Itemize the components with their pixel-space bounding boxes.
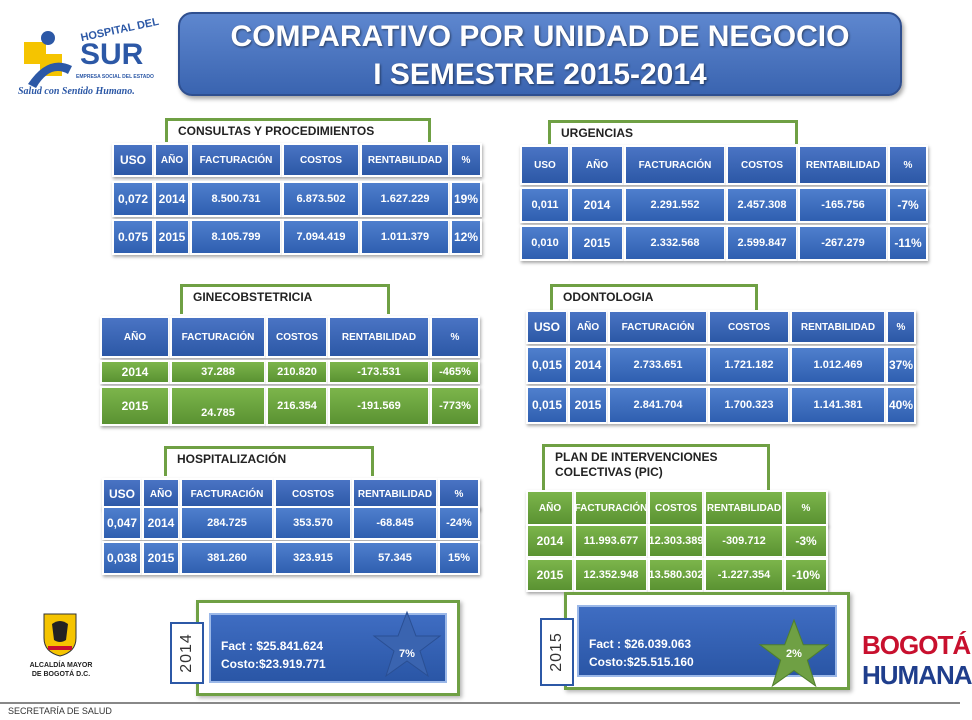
urgencias-r2-rentabilidad: -267.279 [798,225,888,261]
summary-2015-star [758,618,830,690]
urgencias-header-facturacion: FACTURACIÓN [624,145,726,185]
urgencias-r2-uso: 0,010 [520,225,570,261]
gineco-r2-ano: 2015 [100,386,170,426]
pic-r1-costos: 12.303.389 [648,524,704,558]
hospital-logo-line3: EMPRESA SOCIAL DEL ESTADO [76,74,154,80]
consultas-r2-ano: 2015 [154,219,190,255]
consultas-r2-pct: 12% [450,219,482,255]
consultas-r1-ano: 2014 [154,181,190,217]
pic-header-facturacion: FACTURACIÓN [574,490,648,526]
urgencias-header-rentabilidad: RENTABILIDAD [798,145,888,185]
consultas-title: CONSULTAS Y PROCEDIMIENTOS [178,124,375,138]
summary-2015-year: 2015 [548,632,565,672]
consultas-r1-facturacion: 8.500.731 [190,181,282,217]
urgencias-r2-facturacion: 2.332.568 [624,225,726,261]
gineco-header-ano: AÑO [100,316,170,358]
consultas-header-pct: % [450,143,482,177]
urgencias-r1-rentabilidad: -165.756 [798,187,888,223]
urgencias-r2-ano: 2015 [570,225,624,261]
urgencias-r1-uso: 0,011 [520,187,570,223]
urgencias-title: URGENCIAS [561,126,634,140]
pic-header-rentabilidad: RENTABILIDAD [704,490,784,526]
footer-divider [0,702,960,704]
pic-r2-pct: -10% [784,558,828,592]
star-icon [372,610,442,680]
bogota-logo-line2: HUMANA [862,660,972,690]
gineco-title: GINECOBSTETRICIA [193,290,313,304]
hospital-logo-line1: HOSPITAL DEL [79,15,161,45]
odonto-r1-facturacion: 2.733.651 [608,346,708,384]
summary-2014-year-tab [170,622,204,684]
odonto-r2-pct: 40% [886,386,916,424]
consultas-r1-pct: 19% [450,181,482,217]
bogota-logo-line1: BOGOTÁ [862,630,971,660]
hospital-header-rentabilidad: RENTABILIDAD [352,478,438,510]
consultas-r2-costos: 7.094.419 [282,219,360,255]
hospital-r2-uso: 0,038 [102,541,142,575]
section-label-hospital [164,446,374,476]
hospital-logo [18,14,161,104]
urgencias-r1-costos: 2.457.308 [726,187,798,223]
summary-2015-pct: 2% [786,648,802,660]
summary-2014-star [372,610,442,680]
hospital-logo-line2: SUR [80,38,144,71]
urgencias-r1-facturacion: 2.291.552 [624,187,726,223]
gineco-r2-rentabilidad: -191.569 [328,386,430,426]
hospital-r2-rentabilidad: 57.345 [352,541,438,575]
section-label-gineco [180,284,390,314]
hospital-header-facturacion: FACTURACIÓN [180,478,274,510]
gineco-header-rentabilidad: RENTABILIDAD [328,316,430,358]
urgencias-r1-ano: 2014 [570,187,624,223]
hospital-r1-pct: -24% [438,506,480,540]
gineco-r1-pct: -465% [430,360,480,384]
odonto-header-pct: % [886,310,916,344]
urgencias-r2-pct: -11% [888,225,928,261]
hospital-header-pct: % [438,478,480,510]
consultas-header-ano: AÑO [154,143,190,177]
odonto-header-rentabilidad: RENTABILIDAD [790,310,886,344]
hospital-r1-costos: 353.570 [274,506,352,540]
bogota-humana-logo [862,630,972,700]
pic-r2-facturacion: 12.352.948 [574,558,648,592]
page-title-line1: COMPARATIVO POR UNIDAD DE NEGOCIO [230,20,850,53]
urgencias-header-uso: USO [520,145,570,185]
hospital-logo-slogan: Salud con Sentido Humano. [18,86,135,97]
odonto-r2-uso: 0,015 [526,386,568,424]
consultas-r2-rentabilidad: 1.011.379 [360,219,450,255]
hospital-header-costos: COSTOS [274,478,352,510]
alcaldia-line1: ALCALDÍA MAYOR [29,662,93,669]
consultas-header-rentabilidad: RENTABILIDAD [360,143,450,177]
odonto-header-uso: USO [526,310,568,344]
pic-r1-ano: 2014 [526,524,574,558]
urgencias-header-pct: % [888,145,928,185]
urgencias-header-costos: COSTOS [726,145,798,185]
page-title-line2: I SEMESTRE 2015-2014 [373,58,707,91]
coat-of-arms-icon [40,612,80,658]
hospital-r2-ano: 2015 [142,541,180,575]
pic-r1-rentabilidad: -309.712 [704,524,784,558]
pic-r2-rentabilidad: -1.227.354 [704,558,784,592]
alcaldia-logo [16,612,106,684]
odonto-r2-rentabilidad: 1.141.381 [790,386,886,424]
pic-r2-ano: 2015 [526,558,574,592]
odonto-r2-costos: 1.700.323 [708,386,790,424]
pic-header-costos: COSTOS [648,490,704,526]
consultas-r1-costos: 6.873.502 [282,181,360,217]
gineco-r1-facturacion: 37.288 [170,360,266,384]
consultas-header-costos: COSTOS [282,143,360,177]
gineco-header-costos: COSTOS [266,316,328,358]
summary-2014-costo: Costo:$23.919.771 [221,657,326,671]
odonto-r1-rentabilidad: 1.012.469 [790,346,886,384]
summary-2015-year-tab [540,618,574,686]
pic-header-ano: AÑO [526,490,574,526]
section-label-urgencias [548,120,798,144]
alcaldia-line2: DE BOGOTÁ D.C. [31,671,91,678]
odonto-r2-ano: 2015 [568,386,608,424]
urgencias-r1-pct: -7% [888,187,928,223]
hospital-title: HOSPITALIZACIÓN [177,452,287,466]
pic-r1-pct: -3% [784,524,828,558]
consultas-r2-facturacion: 8.105.799 [190,219,282,255]
summary-2014-pct: 7% [399,648,415,660]
pic-r2-costos: 13.580.302 [648,558,704,592]
footer-text: SECRETARÍA DE SALUD [8,706,112,716]
gineco-header-pct: % [430,316,480,358]
section-label-odonto [550,284,758,312]
gineco-r2-facturacion: 24.785 [170,386,266,426]
hospital-r2-facturacion: 381.260 [180,541,274,575]
gineco-r2-pct: -773% [430,386,480,426]
odonto-r1-ano: 2014 [568,346,608,384]
consultas-r1-uso: 0,072 [112,181,154,217]
summary-2015-fact: Fact : $26.039.063 [589,637,692,651]
pic-title-line1: PLAN DE INTERVENCIONES [555,450,718,464]
odonto-r1-pct: 37% [886,346,916,384]
urgencias-r2-costos: 2.599.847 [726,225,798,261]
summary-2014-year: 2014 [178,633,195,673]
gineco-r1-ano: 2014 [100,360,170,384]
odonto-r2-facturacion: 2.841.704 [608,386,708,424]
page-title [178,12,902,96]
section-label-consultas [165,118,431,142]
hospital-emblem-icon [18,24,78,94]
odonto-r1-uso: 0,015 [526,346,568,384]
hospital-r2-costos: 323.915 [274,541,352,575]
pic-header-pct: % [784,490,828,526]
hospital-r1-uso: 0,047 [102,506,142,540]
gineco-header-facturacion: FACTURACIÓN [170,316,266,358]
odonto-header-ano: AÑO [568,310,608,344]
hospital-r1-facturacion: 284.725 [180,506,274,540]
hospital-r1-ano: 2014 [142,506,180,540]
odonto-header-costos: COSTOS [708,310,790,344]
odonto-r1-costos: 1.721.182 [708,346,790,384]
summary-2015-costo: Costo:$25.515.160 [589,655,694,669]
consultas-header-uso: USO [112,143,154,177]
pic-r1-facturacion: 11.993.677 [574,524,648,558]
gineco-r2-costos: 216.354 [266,386,328,426]
summary-2014-fact: Fact : $25.841.624 [221,639,324,653]
gineco-r1-costos: 210.820 [266,360,328,384]
consultas-r2-uso: 0.075 [112,219,154,255]
gineco-r1-rentabilidad: -173.531 [328,360,430,384]
odonto-header-facturacion: FACTURACIÓN [608,310,708,344]
section-label-pic [542,444,770,490]
hospital-header-uso: USO [102,478,142,510]
pic-title-line2: COLECTIVAS (PIC) [555,465,663,479]
hospital-r2-pct: 15% [438,541,480,575]
odonto-title: ODONTOLOGIA [563,290,654,304]
consultas-r1-rentabilidad: 1.627.229 [360,181,450,217]
hospital-header-ano: AÑO [142,478,180,510]
consultas-header-facturacion: FACTURACIÓN [190,143,282,177]
urgencias-header-ano: AÑO [570,145,624,185]
hospital-r1-rentabilidad: -68.845 [352,506,438,540]
